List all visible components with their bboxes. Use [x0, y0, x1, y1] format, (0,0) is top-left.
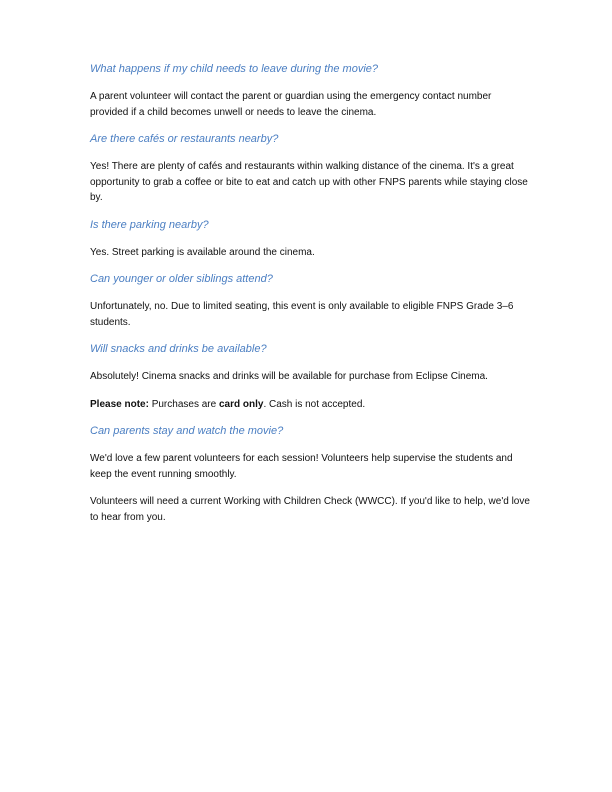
faq-question: Can parents stay and watch the movie?	[90, 425, 284, 437]
faq-answer: Unfortunately, no. Due to limited seating, this event is only available to eligible FNPS Grade 3–6 students.	[90, 301, 514, 328]
faq-answer: We'd love a few parent volunteers for each session! Volunteers help supervise the students and keep the event running smoothly.	[90, 453, 513, 480]
faq-document	[90, 62, 530, 537]
faq-section-parking	[90, 218, 530, 261]
faq-answer: A parent volunteer will contact the parent or guardian using the emergency contact number provided if a child becomes unwell or needs to leave the cinema.	[90, 91, 492, 118]
note-text-after: . Cash is not accepted.	[263, 398, 366, 410]
faq-answer: Absolutely! Cinema snacks and drinks will be available for purchase from Eclipse Cinema.	[90, 371, 488, 382]
faq-section-siblings	[90, 272, 530, 330]
faq-question: Will snacks and drinks be available?	[90, 343, 267, 355]
faq-question: Can younger or older siblings attend?	[90, 273, 273, 285]
faq-question: Are there cafés or restaurants nearby?	[90, 133, 279, 145]
faq-section-leave-early	[90, 62, 530, 120]
faq-answer: Yes. Street parking is available around the cinema.	[90, 246, 315, 258]
faq-answer: Volunteers will need a current Working with Children Check (WWCC). If you'd like to help, we'd love to hear from you.	[90, 496, 530, 523]
note-label: Please note:	[90, 398, 149, 410]
faq-question: Is there parking nearby?	[90, 218, 209, 231]
faq-answer: Yes! There are plenty of cafés and restaurants within walking distance of the cinema. It's a great opportunity to grab a coffee or bite to eat and catch up with other FNPS parents while staying close by.	[90, 161, 528, 203]
faq-section-snacks	[90, 342, 530, 412]
faq-section-cafes	[90, 132, 530, 206]
note-text-before: Purchases are	[148, 398, 219, 410]
faq-section-parent-volunteers	[90, 424, 530, 525]
payment-note	[90, 397, 530, 413]
faq-question: What happens if my child needs to leave during the movie?	[90, 63, 378, 75]
note-emphasis: card only	[218, 398, 264, 410]
